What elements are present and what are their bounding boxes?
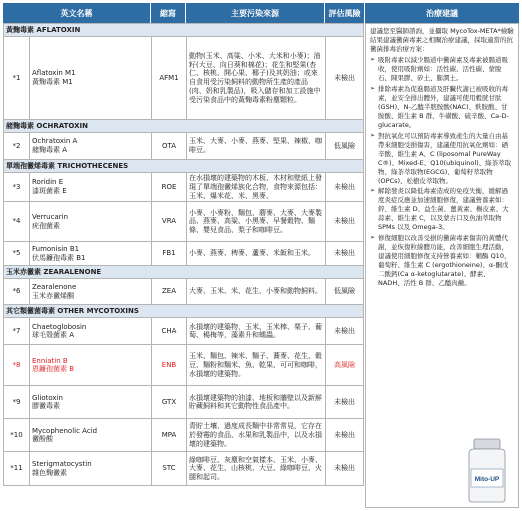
toxin-name <box>30 37 152 120</box>
toxin-abbr: ZEA <box>152 279 187 305</box>
toxin-source: 青貯土壤、過度成長麵中非常常見，它存在於發霉的食品、水果和乳製品中，以及水損壞的建築物。 <box>187 419 326 452</box>
section-row <box>4 305 364 318</box>
risk-level: 未檢出 <box>326 419 364 452</box>
section-title: 赭麴毒素 OCHRATOXIN <box>4 120 364 133</box>
bullet-arrow-icon: ➢ <box>370 234 376 242</box>
advice-list <box>370 56 514 288</box>
bullet-arrow-icon: ➢ <box>370 131 376 139</box>
table-row <box>4 133 364 160</box>
advice-intro: 建議您至醫師諮詢，並攝取 MycoTox-META*檢驗結果建議黴菌毒素之相關治療建議，採取適當的抗黴菌排毒治療方案： <box>370 27 514 53</box>
toxin-name <box>30 133 152 160</box>
table-row <box>4 318 364 345</box>
toxin-name-zh: 伏馬鐮孢毒素 B1 <box>32 253 86 262</box>
toxin-name-en: Sterigmatocystin <box>32 460 92 468</box>
toxin-abbr: GTX <box>152 386 187 419</box>
toxin-name <box>30 452 152 486</box>
advice-text: 排除毒素為促進腸道及肝臟代謝已被吸收的毒素，並安全排出體外，建議可使用穀胱甘肽(GSH)、N-乙醯半胱胺酸(NAC)、麩胺酸、甘胺酸、維生素 B 群、牛磺酸、硫辛酸、Ca-D-glucarate。 <box>378 84 509 129</box>
advice-text: 對抗氧化可以預防毒素導致產生的大量自由基帶來細胞受損傷害，建議使用抗氧化劑如：硒辛酸、維生素 A、C (liposomal PureWay C®)、Mixed-E、Q10(ubiquinol)、綠茶萃取物、綠茶萃取物(EGCG)、葡萄籽萃取物(OPCs)、松樹皮萃取物。 <box>378 131 512 185</box>
risk-level: 未檢出 <box>326 202 364 242</box>
bullet-arrow-icon: ➢ <box>370 187 376 195</box>
toxin-name-en: Enniatin B <box>32 356 68 365</box>
toxin-name <box>30 279 152 305</box>
row-number: *8 <box>4 345 30 386</box>
toxin-source: 玉米、大麥、小麥、燕麥、堅果、辣椒、咖啡豆。 <box>187 133 326 160</box>
advice-item <box>370 85 514 130</box>
toxin-name <box>30 345 152 386</box>
mycotoxin-report <box>3 3 519 508</box>
table-row <box>4 202 364 242</box>
toxin-name-zh: 膠黴毒素 <box>32 402 60 411</box>
header-risk: 評估風險 <box>325 3 365 23</box>
toxin-abbr: AFM1 <box>152 37 187 120</box>
toxin-source: 綠咖啡豆、灰塵和空氣樣本、玉米、小麥、大麥、花生、山核桃、大豆、綠咖啡豆、火腿和起司。 <box>187 452 326 486</box>
treatment-advice-panel <box>365 23 519 508</box>
toxin-name-zh: 雜色麴黴素 <box>32 468 67 477</box>
risk-level: 未檢出 <box>326 318 364 345</box>
toxin-source: 水損壞的建築物，玉米、玉米棒、栗子、葡萄、楊梅等，藻素升和蠕蟲。 <box>187 318 326 345</box>
advice-item <box>370 234 514 288</box>
mycotoxin-table <box>3 23 364 486</box>
toxin-abbr: CHA <box>152 318 187 345</box>
table-row <box>4 173 364 202</box>
header-name: 英文名稱 <box>3 3 151 23</box>
toxin-name-zh: 玉米赤黴烯酮 <box>32 291 74 300</box>
header-source: 主要污染來源 <box>186 3 325 23</box>
toxin-name-en: Fumonisin B1 <box>32 245 80 253</box>
toxin-name <box>30 202 152 242</box>
advice-text: 修復細胞以改善受損的黴菌毒素傷害的黃體代謝，並恢復粒線體功能，改善細胞生理活動，建議使用細胞修復支持營養素如：輔酶 Q10、葡萄籽、維生素 C (ergothioneine)、α-酮戊二酸鈣(Ca α-ketoglutarate)、酵素、NADH、活性 B 群、乙醯肉鹼。 <box>378 234 511 288</box>
toxin-abbr: ROE <box>152 173 187 202</box>
toxin-abbr: ENB <box>152 345 187 386</box>
toxin-abbr: FB1 <box>152 242 187 266</box>
section-row <box>4 266 364 279</box>
supplement-bottle-image <box>462 437 512 503</box>
toxin-abbr: VRA <box>152 202 187 242</box>
toxin-source: 動物(玉米、高粱、小米、大米和小麥)；油籽(大豆、向日葵和棉花)；花生和堅果(杏仁、核桃、開心果、椰子)及其奶油；或來自食用受污染飼料的動物所生產的產品(肉、奶和乳製品)，吸入儲存和加工設施中受污染食品中的黃麴毒素粉塵顆粒。 <box>187 37 326 120</box>
toxin-name-zh: 黴酚酸 <box>32 435 53 444</box>
row-number: *11 <box>4 452 30 486</box>
toxin-name <box>30 173 152 202</box>
risk-level: 低風險 <box>326 133 364 160</box>
toxin-name-zh: 恩鐮孢菌素 B <box>32 365 75 374</box>
section-title: 黃麴毒素 AFLATOXIN <box>4 24 364 37</box>
section-row <box>4 120 364 133</box>
bullet-arrow-icon: ➢ <box>370 55 376 63</box>
row-number: *2 <box>4 133 30 160</box>
toxin-name-en: Verrucarin <box>32 213 69 221</box>
advice-text: 吸附毒素以減少腸道中黴菌素及毒素被腸道吸收，使用吸附劑如：活性碳、活性碳、蒙脫石、陳果膠、矽土、膨潤土。 <box>378 55 508 82</box>
toxin-abbr: STC <box>152 452 187 486</box>
section-row <box>4 24 364 37</box>
toxin-name-en: Zearalenone <box>32 283 77 291</box>
toxin-source: 水損壞建築物的油漆、地板和牆壁以及新鮮貯藏飼料和其它動物性食品產中。 <box>187 386 326 419</box>
row-number: *3 <box>4 173 30 202</box>
advice-item <box>370 187 514 232</box>
risk-level: 未檢出 <box>326 452 364 486</box>
section-title: 單端孢黴烯毒素 TRICHOTHECENES <box>4 160 364 173</box>
header-advice: 治療建議 <box>365 3 519 23</box>
toxin-name-zh: 赭麴毒素 A <box>32 146 68 154</box>
risk-level: 未檢出 <box>326 37 364 120</box>
bullet-arrow-icon: ➢ <box>370 84 376 92</box>
toxin-source: 玉米、麵包、辣米、麵子、蕎麥、花生、穀豆、麵粉和麵米、魚、乾果、可可和咖啡，水損壞的建築物。 <box>187 345 326 386</box>
toxin-name-en: Chaetoglobosin <box>32 322 87 331</box>
toxin-name-en: Roridin E <box>32 178 64 187</box>
row-number: *10 <box>4 419 30 452</box>
toxin-name <box>30 386 152 419</box>
toxin-source: 大麥、玉米、米、花生、小麥和動物飼料。 <box>187 279 326 305</box>
toxin-name <box>30 318 152 345</box>
risk-level: 未檢出 <box>326 386 364 419</box>
toxin-name-en: Gliotoxin <box>32 393 63 402</box>
toxin-abbr: MPA <box>152 419 187 452</box>
table-row <box>4 279 364 305</box>
toxin-name <box>30 419 152 452</box>
risk-level: 未檢出 <box>326 173 364 202</box>
row-number: *1 <box>4 37 30 120</box>
toxin-name-zh: 疣孢菌素 <box>32 221 60 230</box>
row-number: *7 <box>4 318 30 345</box>
table-row <box>4 452 364 486</box>
row-number: *6 <box>4 279 30 305</box>
toxin-name-zh: 漆斑菌素 E <box>32 187 67 196</box>
toxin-name-en: Ochratoxin A <box>32 137 78 146</box>
table-row <box>4 419 364 452</box>
row-number: *5 <box>4 242 30 266</box>
advice-item <box>370 132 514 186</box>
product-label: Mito-UP <box>474 476 500 483</box>
section-row <box>4 160 364 173</box>
toxin-name-en: Aflatoxin M1 <box>32 69 76 78</box>
risk-level: 低風險 <box>326 279 364 305</box>
advice-item <box>370 56 514 83</box>
toxin-name-en: Mycophenolic Acid <box>32 426 98 435</box>
risk-level-high: 高風險 <box>326 345 364 386</box>
table-row-highlight <box>4 345 364 386</box>
table-row <box>4 37 364 120</box>
section-title: 玉米赤黴素 ZEARALENONE <box>4 266 364 279</box>
section-title: 其它類黴菌毒素 OTHER MYCOTOXINS <box>4 305 364 318</box>
toxin-source: 小麥、小麥粉、麵包、蘑麥、大麥、大麥製品、燕麥、高粱、小黑麥、早餐穀物、麵條、嬰兒食品、梨子和咖啡豆。 <box>187 202 326 242</box>
risk-level: 未檢出 <box>326 242 364 266</box>
toxin-abbr: OTA <box>152 133 187 160</box>
toxin-source: 在水損壞的建築物的木板、木材和壁紙上發現了單端孢黴烯族化合物，食物來源包括：玉米、爆米花、米、黑麥、 <box>187 173 326 202</box>
toxin-name-zh: 球毛殼菌素 A <box>32 331 75 340</box>
table-row <box>4 386 364 419</box>
toxin-source: 小麥、燕麥、稗麥、蘆麥、米飯和玉米。 <box>187 242 326 266</box>
advice-text: 解除發炎以降低毒素造成的免疫失衡，緩解過度炎症反應並加速細胞修復，建議營養素如：鋅、維生素 D、益生菌、薑黃素、槲皮素、大蒜素、維生素 C，以及蒙古口及魚油萃取物 SPMs 以及 Omega-3。 <box>378 187 509 232</box>
toxin-name <box>30 242 152 266</box>
toxin-name-zh: 黃麴毒素 M1 <box>32 78 73 86</box>
table-row <box>4 242 364 266</box>
row-number: *4 <box>4 202 30 242</box>
row-number: *9 <box>4 386 30 419</box>
header-abbr: 縮寫 <box>151 3 186 23</box>
